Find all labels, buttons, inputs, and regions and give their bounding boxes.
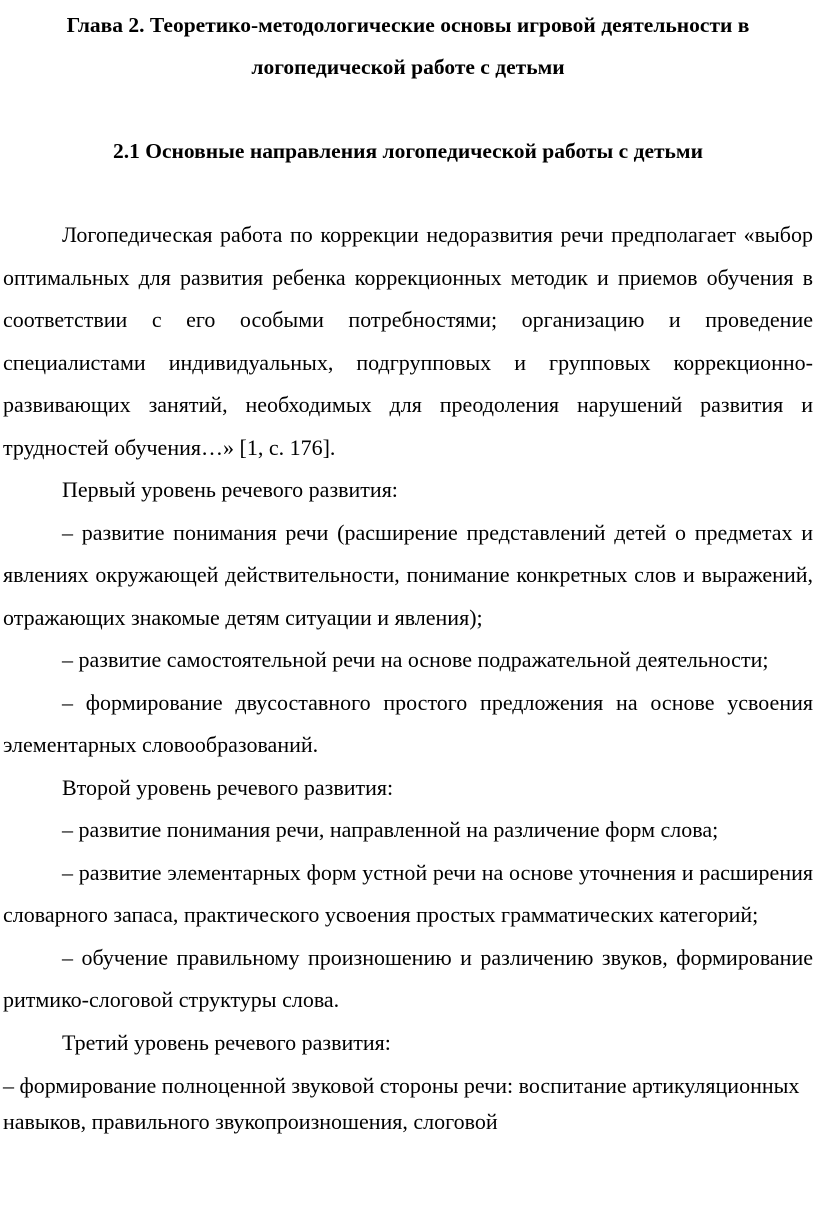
list-item: – формирование двусоставного простого предложения на основе усвоения элементарных словообразований. [3,689,813,757]
list-item: – развитие понимания речи, направленной на различение форм слова; [62,817,719,842]
list-item: – развитие элементарных форм устной речи на основе уточнения и расширения словарного запаса, практического усвоения простых грамматических категорий; [3,859,813,927]
list-item: – развитие самостоятельной речи на основе подражательной деятельности; [62,647,769,672]
list-item: – развитие понимания речи (расширение представлений детей о предметах и явлениях окружающей действительности, понимание конкретных слов и выражений, отражающих знакомые детям ситуации и явления); [3,519,813,630]
section-title: 2.1 Основные направления логопедической работы с детьми [113,139,703,163]
paragraph-level-3-heading: Третий уровень речевого развития: [62,1029,391,1055]
document-body [3,214,813,1140]
list-item: – обучение правильному произношению и различению звуков, формирование ритмико-слоговой структуры слова. [3,944,813,1012]
list-item: – формирование полноценной звуковой стороны речи: воспитание артикуляционных навыков, правильного звукопроизношения, слоговой [3,1073,800,1134]
paragraph-intro: Логопедическая работа по коррекции недоразвития речи предполагает «выбор оптимальных для развития ребенка коррекционных методик и приемов обучения в соответствии с его особыми потребностями; организацию и проведение специалистами индивидуальных, подгрупповых и групповых коррекционно-развивающих занятий, необходимых для преодоления нарушений развития и трудностей обучения…» [1, с. 176]. [3,222,813,460]
chapter-title: Глава 2. Теоретико-методологические основы игровой деятельности в логопедической работе с детьми [66,13,750,79]
paragraph-level-1-heading: Первый уровень речевого развития: [62,477,398,502]
paragraph-level-2-heading: Второй уровень речевого развития: [62,774,394,800]
